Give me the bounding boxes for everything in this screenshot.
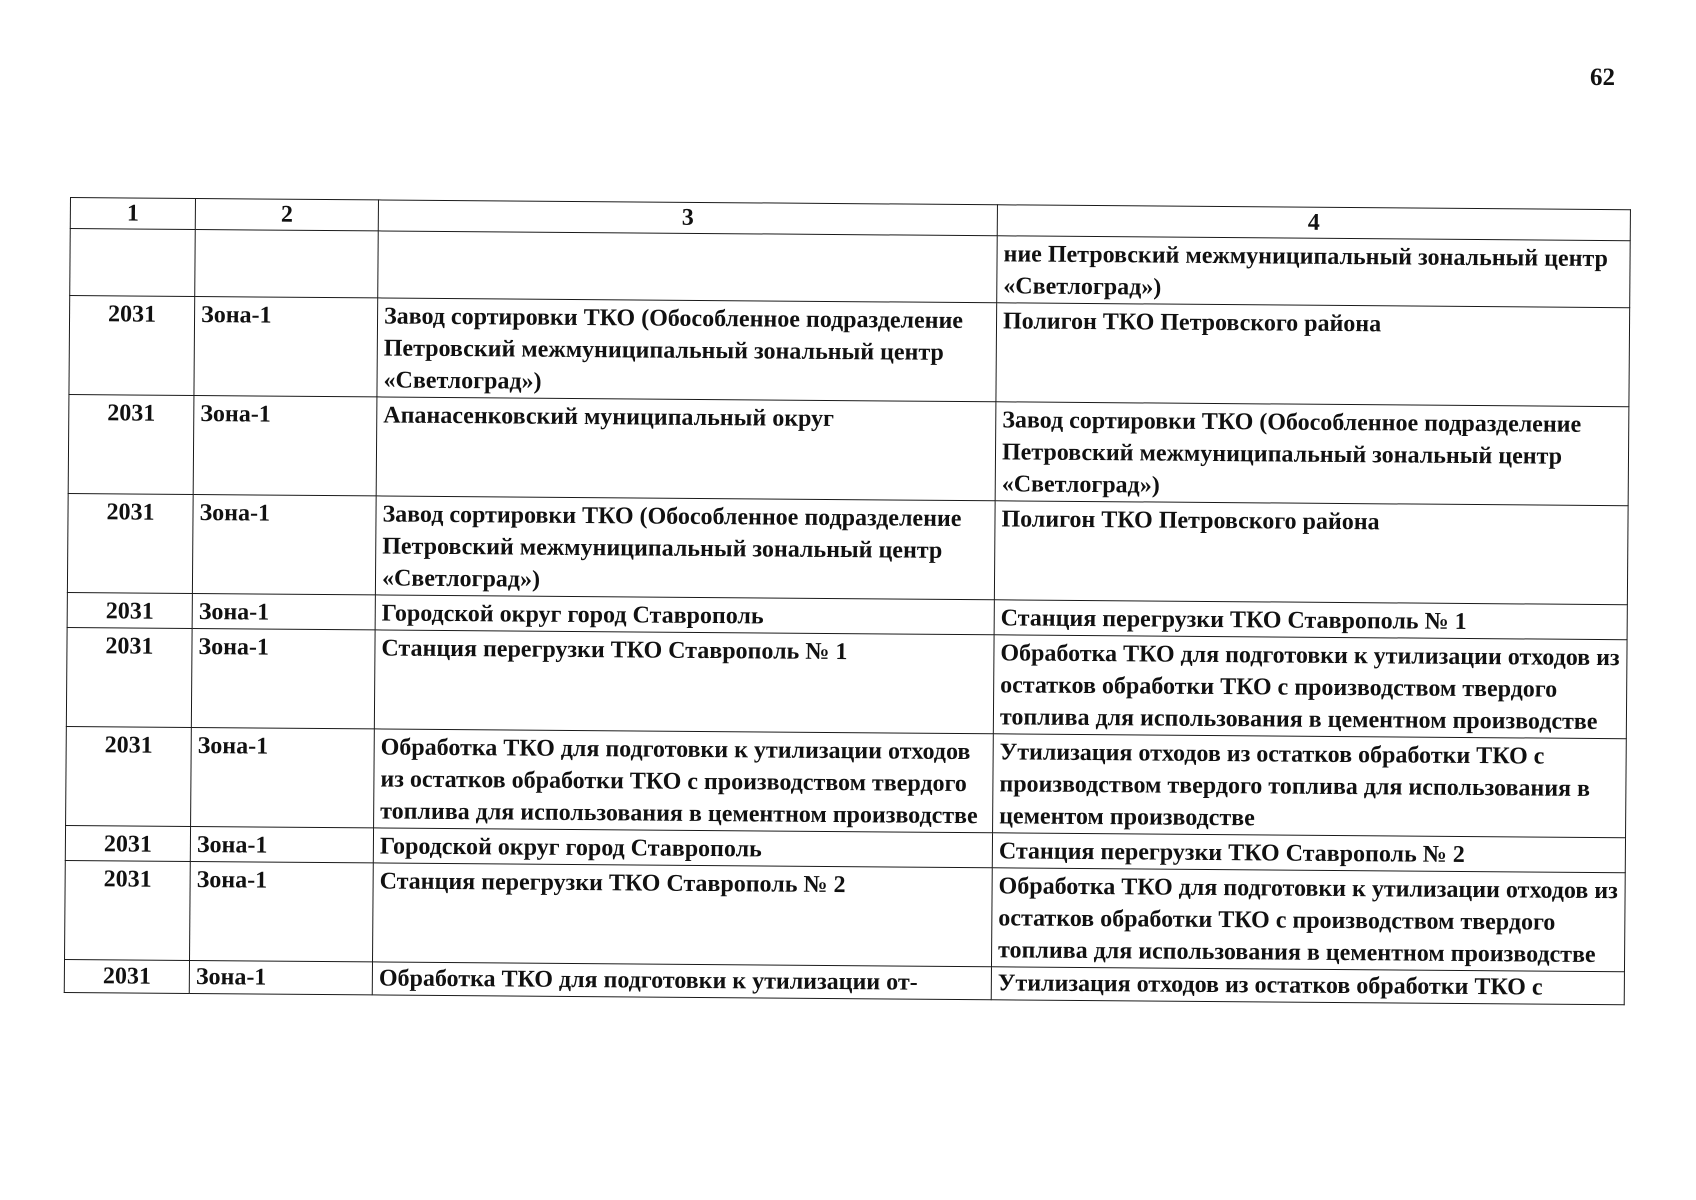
zone-cell: Зона-1 [193, 395, 377, 495]
column-header-1: 1 [70, 198, 195, 230]
destination-cell: Утилизация отходов из остатков обработки ТКО с производством твердого топлива для использования в цементом производстве [993, 734, 1627, 838]
table-row [65, 860, 1626, 971]
table-row [70, 229, 1630, 308]
destination-cell: Утилизация отходов из остатков обработки ТКО с [991, 967, 1624, 1005]
destination-cell: Полигон ТКО Петровского района [994, 501, 1628, 605]
source-cell: Станция перегрузки ТКО Ставрополь № 2 [373, 863, 993, 967]
table-row [68, 394, 1629, 505]
year-cell: 2031 [67, 592, 192, 628]
waste-flow-table [64, 197, 1631, 1005]
zone-cell: Зона-1 [192, 494, 376, 594]
source-cell: Городской округ город Ставрополь [373, 828, 992, 868]
source-cell: Обработка ТКО для подготовки к утилизации отходов из остатков обработки ТКО с производством твердого топлива для использования в цементном производстве [374, 729, 994, 833]
source-cell: Обработка ТКО для подготовки к утилизации от- [372, 962, 991, 1000]
page-number: 62 [1590, 64, 1615, 91]
destination-cell: ние Петровский межмуниципальный зональный центр «Светлоград») [997, 236, 1631, 308]
destination-cell: Обработка ТКО для подготовки к утилизации отходов из остатков обработки ТКО с производством твердого топлива для использования в цементном производстве [993, 635, 1627, 739]
zone-cell [195, 229, 379, 297]
year-cell: 2031 [65, 825, 190, 861]
zone-cell: Зона-1 [191, 727, 375, 827]
year-cell [70, 229, 196, 297]
column-header-3: 3 [378, 200, 997, 236]
destination-cell: Завод сортировки ТКО (Обособленное подразделение Петровский межмуниципальный зональный центр «Светлоград») [995, 402, 1629, 506]
destination-cell: Станция перегрузки ТКО Ставрополь № 1 [994, 600, 1627, 640]
source-cell: Завод сортировки ТКО (Обособленное подразделение Петровский межмуниципальный зональный центр «Светлоград») [375, 496, 995, 600]
year-cell: 2031 [64, 959, 189, 993]
source-cell: Завод сортировки ТКО (Обособленное подразделение Петровский межмуниципальный зональный центр «Светлоград») [377, 298, 997, 402]
year-cell: 2031 [68, 394, 194, 494]
destination-cell: Станция перегрузки ТКО Ставрополь № 2 [992, 833, 1625, 873]
column-header-2: 2 [195, 198, 378, 230]
year-cell: 2031 [67, 493, 193, 593]
table-row [69, 296, 1630, 407]
zone-cell: Зона-1 [189, 960, 372, 994]
year-cell: 2031 [66, 726, 192, 826]
table-row [67, 493, 1628, 604]
zone-cell: Зона-1 [192, 593, 375, 629]
source-cell: Станция перегрузки ТКО Ставрополь № 1 [374, 630, 994, 734]
source-cell: Апанасенковский муниципальный округ [376, 397, 996, 501]
zone-cell: Зона-1 [191, 628, 375, 728]
destination-cell: Обработка ТКО для подготовки к утилизации отходов из остатков обработки ТКО с производством твердого топлива для использования в цементном производстве [991, 868, 1625, 972]
destination-cell: Полигон ТКО Петровского района [996, 303, 1630, 407]
zone-cell: Зона-1 [190, 826, 373, 862]
table-row [66, 726, 1627, 837]
zone-cell: Зона-1 [190, 861, 374, 961]
zone-cell: Зона-1 [194, 296, 378, 396]
year-cell: 2031 [66, 627, 192, 727]
column-header-4: 4 [997, 205, 1630, 241]
year-cell: 2031 [69, 296, 195, 396]
year-cell: 2031 [65, 860, 191, 960]
source-cell [378, 231, 998, 303]
table-row [66, 627, 1627, 738]
source-cell: Городской округ город Ставрополь [375, 595, 994, 635]
